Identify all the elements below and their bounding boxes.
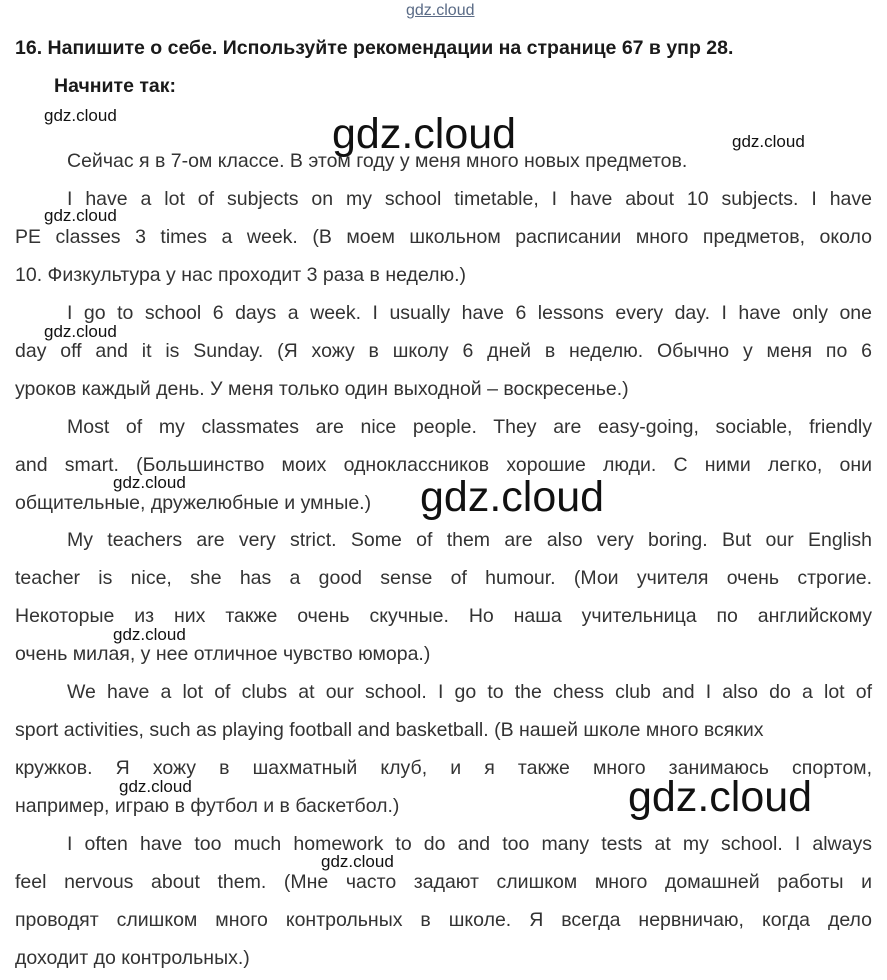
text-line: очень милая, у нее отличное чувство юмора.)	[15, 643, 431, 665]
text-line: 10. Физкультура у нас проходит 3 раза в неделю.)	[15, 264, 466, 286]
watermark: gdz.cloud	[321, 852, 394, 871]
watermark: gdz.cloud	[113, 625, 186, 644]
watermark: gdz.cloud	[44, 206, 117, 225]
watermark-top: gdz.cloud	[406, 2, 475, 19]
task-subheading: Начните так:	[54, 75, 176, 97]
text-line: проводят слишком много контрольных в школе. Я всегда нервничаю, когда дело	[15, 909, 872, 931]
text-line: My teachers are very strict. Some of them are also very boring. But our English	[67, 529, 872, 551]
task-heading: 16. Напишите о себе. Используйте рекомендации на странице 67 в упр 28.	[15, 37, 734, 59]
text-line: PE classes 3 times a week. (В моем школьном расписании много предметов, около	[15, 226, 872, 248]
watermark: gdz.cloud	[732, 132, 805, 151]
text-line: feel nervous about them. (Мне часто задают слишком много домашней работы и	[15, 871, 872, 893]
watermark: gdz.cloud	[628, 773, 813, 821]
text-line: I go to school 6 days a week. I usually have 6 lessons every day. I have only one	[67, 302, 872, 324]
text-line: Сейчас я в 7-ом классе. В этом году у меня много новых предметов.	[67, 150, 688, 172]
watermark: gdz.cloud	[113, 473, 186, 492]
text-line: общительные, дружелюбные и умные.)	[15, 492, 372, 514]
text-line: Некоторые из них также очень скучные. Но наша учительница по английскому	[15, 605, 872, 627]
text-line: например, играю в футбол и в баскетбол.)	[15, 795, 400, 817]
text-line: sport activities, such as playing football and basketball. (В нашей школе много всяких	[15, 719, 764, 741]
text-line: I have a lot of subjects on my school timetable, I have about 10 subjects. I have	[67, 188, 872, 210]
text-line: уроков каждый день. У меня только один выходной – воскресенье.)	[15, 378, 629, 400]
text-line: I often have too much homework to do and too many tests at my school. I always	[67, 833, 872, 855]
text-line: day off and it is Sunday. (Я хожу в школу 6 дней в неделю. Обычно у меня по 6	[15, 340, 872, 362]
watermark: gdz.cloud	[332, 110, 517, 158]
text-line: and smart. (Большинство моих одноклассников хорошие люди. С ними легко, они	[15, 454, 872, 476]
watermark: gdz.cloud	[44, 322, 117, 341]
text-line: доходит до контрольных.)	[15, 947, 250, 969]
text-line: Most of my classmates are nice people. They are easy-going, sociable, friendly	[67, 416, 872, 438]
text-line: We have a lot of clubs at our school. I go to the chess club and I also do a lot of	[67, 681, 872, 703]
text-line: кружков. Я хожу в шахматный клуб, и я также много занимаюсь спортом,	[15, 757, 872, 779]
watermark: gdz.cloud	[119, 777, 192, 796]
text-line: teacher is nice, she has a good sense of humour. (Мои учителя очень строгие.	[15, 567, 872, 589]
watermark: gdz.cloud	[420, 473, 605, 521]
watermark: gdz.cloud	[44, 106, 117, 125]
